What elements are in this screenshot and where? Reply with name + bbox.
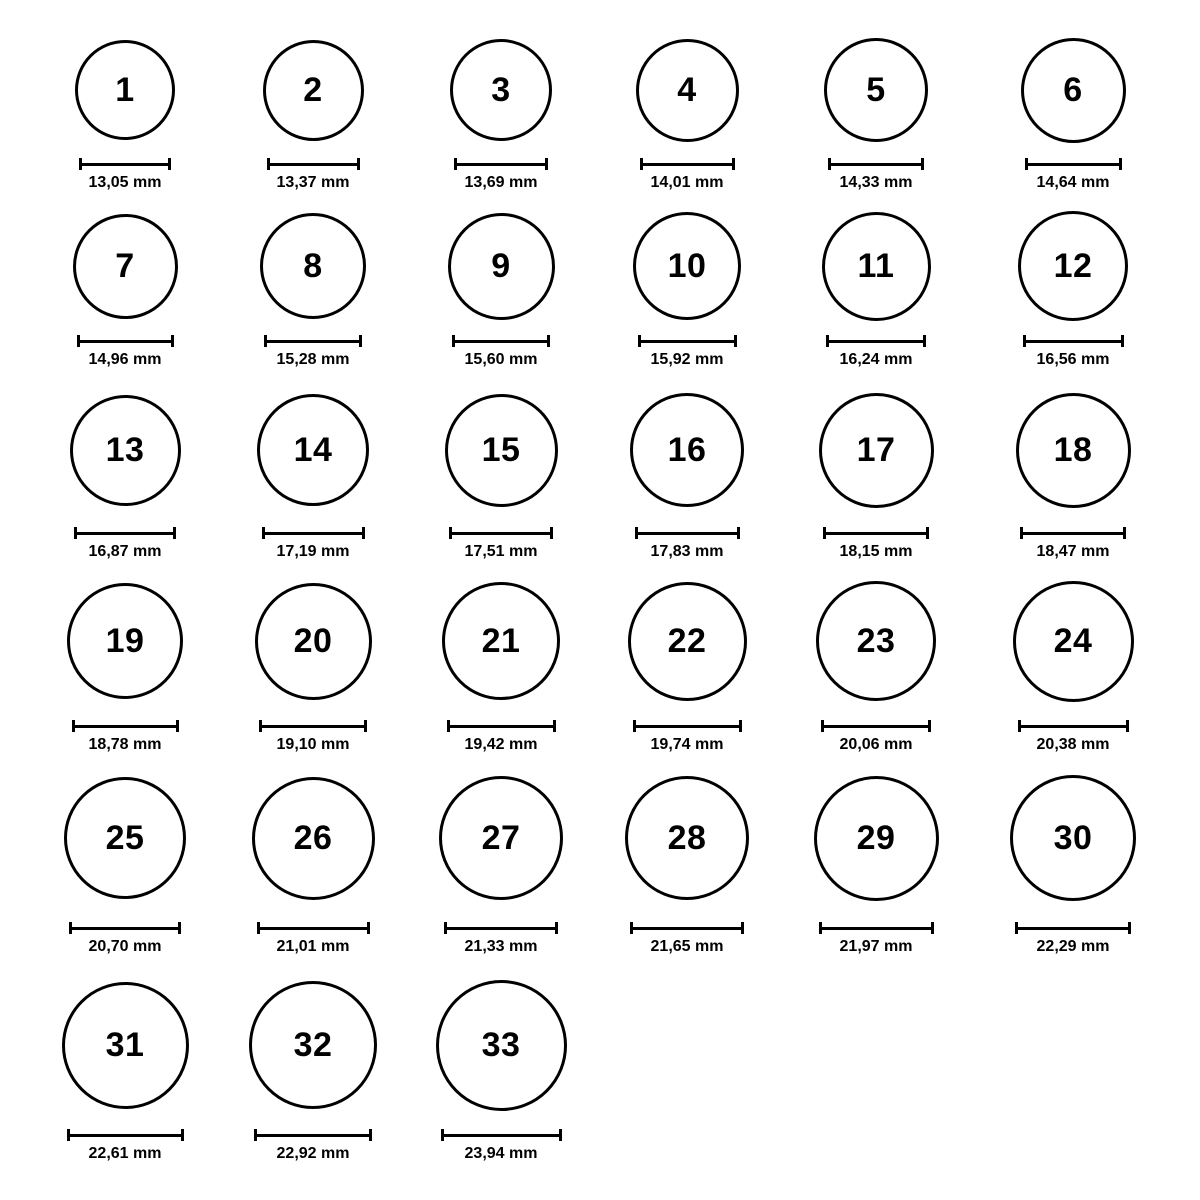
- ring-diameter-label: 21,33 mm: [464, 938, 538, 955]
- ring-measurement: [259, 714, 367, 754]
- ring-measurement: [1015, 916, 1131, 956]
- ring-circle: [75, 40, 175, 140]
- measurement-bar-icon: [828, 158, 924, 170]
- ring-circle: [62, 982, 189, 1109]
- ring-size-number: 14: [293, 431, 333, 469]
- ring-circle: [636, 39, 739, 142]
- ring-diameter-label: 23,94 mm: [464, 1145, 538, 1162]
- ring-diameter-label: 16,24 mm: [839, 351, 913, 368]
- ring-size-number: 26: [293, 819, 333, 857]
- ring-diameter-label: 18,15 mm: [839, 543, 913, 560]
- measurement-bar-icon: [262, 527, 365, 539]
- ring-circle: [814, 776, 939, 901]
- ring-size-item: [819, 393, 934, 508]
- ring-size-number: 18: [1053, 431, 1093, 469]
- ring-measurement: [823, 521, 929, 561]
- ring-diameter-label: 19,10 mm: [276, 736, 350, 753]
- measurement-bar-icon: [444, 922, 558, 934]
- ring-size-number: 22: [667, 622, 707, 660]
- ring-diameter-label: 13,05 mm: [88, 174, 162, 191]
- ring-measurement: [447, 714, 556, 754]
- ring-circle: [1010, 775, 1136, 901]
- ring-size-item: [628, 582, 747, 701]
- ring-measurement: [77, 329, 174, 369]
- ring-size-number: 23: [856, 622, 896, 660]
- measurement-bar-icon: [257, 922, 370, 934]
- ring-size-item: [249, 981, 377, 1109]
- ring-size-item: [75, 40, 175, 140]
- ring-circle: [819, 393, 934, 508]
- ring-measurement: [69, 916, 181, 956]
- ring-size-item: [633, 212, 741, 320]
- ring-circle: [1016, 393, 1131, 508]
- ring-size-number: 7: [115, 247, 135, 285]
- ring-measurement: [257, 916, 370, 956]
- ring-size-item: [70, 395, 181, 506]
- ring-size-item: [1018, 211, 1128, 321]
- ring-size-item: [64, 777, 186, 899]
- ring-circle: [816, 581, 936, 701]
- ring-diameter-label: 21,65 mm: [650, 938, 724, 955]
- ring-size-number: 25: [105, 819, 145, 857]
- ring-measurement: [1020, 521, 1126, 561]
- ring-diameter-label: 13,37 mm: [276, 174, 350, 191]
- ring-measurement: [633, 714, 742, 754]
- ring-circle: [1021, 38, 1126, 143]
- ring-diameter-label: 17,19 mm: [276, 543, 350, 560]
- ring-size-item: [625, 776, 749, 900]
- measurement-bar-icon: [1023, 335, 1124, 347]
- ring-size-item: [67, 583, 183, 699]
- ring-diameter-label: 14,64 mm: [1036, 174, 1110, 191]
- ring-circle: [252, 777, 375, 900]
- ring-diameter-label: 18,47 mm: [1036, 543, 1110, 560]
- ring-size-number: 30: [1053, 819, 1093, 857]
- ring-circle: [1018, 211, 1128, 321]
- ring-diameter-label: 20,38 mm: [1036, 736, 1110, 753]
- ring-size-item: [1016, 393, 1131, 508]
- ring-size-number: 2: [303, 71, 323, 109]
- ring-size-item: [822, 212, 931, 321]
- ring-diameter-label: 14,96 mm: [88, 351, 162, 368]
- measurement-bar-icon: [1015, 922, 1131, 934]
- ring-size-item: [1010, 775, 1136, 901]
- ring-measurement: [826, 329, 926, 369]
- ring-size-item: [252, 777, 375, 900]
- ring-circle: [442, 582, 560, 700]
- measurement-bar-icon: [449, 527, 553, 539]
- ring-diameter-label: 16,56 mm: [1036, 351, 1110, 368]
- ring-size-number: 10: [667, 247, 707, 285]
- ring-diameter-label: 22,29 mm: [1036, 938, 1110, 955]
- ring-diameter-label: 22,92 mm: [276, 1145, 350, 1162]
- measurement-bar-icon: [67, 1129, 184, 1141]
- ring-measurement: [828, 152, 924, 192]
- ring-size-number: 20: [293, 622, 333, 660]
- measurement-bar-icon: [441, 1129, 562, 1141]
- ring-size-number: 1: [115, 71, 135, 109]
- ring-size-item: [436, 980, 567, 1111]
- ring-size-item: [255, 583, 372, 700]
- ring-circle: [439, 776, 563, 900]
- ring-size-number: 21: [481, 622, 521, 660]
- ring-size-number: 29: [856, 819, 896, 857]
- measurement-bar-icon: [77, 335, 174, 347]
- ring-diameter-label: 16,87 mm: [88, 543, 162, 560]
- ring-size-number: 33: [481, 1026, 521, 1064]
- ring-size-item: [442, 582, 560, 700]
- ring-measurement: [267, 152, 360, 192]
- ring-size-number: 31: [105, 1026, 145, 1064]
- ring-size-item: [73, 214, 178, 319]
- measurement-bar-icon: [821, 720, 931, 732]
- ring-size-item: [636, 39, 739, 142]
- ring-measurement: [74, 521, 176, 561]
- ring-measurement: [67, 1123, 184, 1163]
- ring-measurement: [640, 152, 735, 192]
- measurement-bar-icon: [72, 720, 179, 732]
- ring-measurement: [254, 1123, 372, 1163]
- measurement-bar-icon: [640, 158, 735, 170]
- ring-diameter-label: 15,92 mm: [650, 351, 724, 368]
- ring-circle: [73, 214, 178, 319]
- ring-circle: [633, 212, 741, 320]
- ring-circle: [1013, 581, 1134, 702]
- ring-circle: [630, 393, 744, 507]
- ring-size-item: [814, 776, 939, 901]
- ring-size-number: 8: [303, 247, 323, 285]
- ring-diameter-label: 14,01 mm: [650, 174, 724, 191]
- measurement-bar-icon: [1020, 527, 1126, 539]
- ring-measurement: [444, 916, 558, 956]
- ring-circle: [70, 395, 181, 506]
- ring-measurement: [821, 714, 931, 754]
- measurement-bar-icon: [1018, 720, 1129, 732]
- ring-circle: [67, 583, 183, 699]
- ring-size-number: 6: [1063, 71, 1083, 109]
- measurement-bar-icon: [819, 922, 934, 934]
- measurement-bar-icon: [638, 335, 737, 347]
- ring-size-item: [445, 394, 558, 507]
- ring-size-item: [62, 982, 189, 1109]
- ring-measurement: [1025, 152, 1122, 192]
- ring-size-item: [257, 394, 369, 506]
- ring-size-item: [439, 776, 563, 900]
- measurement-bar-icon: [447, 720, 556, 732]
- measurement-bar-icon: [823, 527, 929, 539]
- ring-diameter-label: 17,51 mm: [464, 543, 538, 560]
- ring-size-number: 17: [856, 431, 896, 469]
- ring-size-item: [816, 581, 936, 701]
- ring-diameter-label: 17,83 mm: [650, 543, 724, 560]
- ring-measurement: [630, 916, 744, 956]
- ring-size-number: 16: [667, 431, 707, 469]
- ring-diameter-label: 20,06 mm: [839, 736, 913, 753]
- ring-size-number: 9: [491, 247, 511, 285]
- measurement-bar-icon: [264, 335, 362, 347]
- ring-size-item: [1021, 38, 1126, 143]
- ring-size-number: 19: [105, 622, 145, 660]
- measurement-bar-icon: [454, 158, 548, 170]
- measurement-bar-icon: [1025, 158, 1122, 170]
- ring-measurement: [638, 329, 737, 369]
- ring-diameter-label: 19,42 mm: [464, 736, 538, 753]
- ring-diameter-label: 19,74 mm: [650, 736, 724, 753]
- ring-size-number: 11: [857, 247, 895, 285]
- ring-size-item: [824, 38, 928, 142]
- ring-size-item: [630, 393, 744, 507]
- ring-measurement: [1023, 329, 1124, 369]
- measurement-bar-icon: [635, 527, 740, 539]
- ring-diameter-label: 15,28 mm: [276, 351, 350, 368]
- ring-measurement: [454, 152, 548, 192]
- ring-circle: [824, 38, 928, 142]
- ring-measurement: [441, 1123, 562, 1163]
- ring-measurement: [262, 521, 365, 561]
- ring-circle: [822, 212, 931, 321]
- measurement-bar-icon: [633, 720, 742, 732]
- ring-size-number: 27: [481, 819, 521, 857]
- ring-circle: [625, 776, 749, 900]
- ring-size-number: 12: [1053, 247, 1093, 285]
- ring-size-item: [260, 213, 366, 319]
- ring-size-item: [448, 213, 555, 320]
- ring-size-number: 32: [293, 1026, 333, 1064]
- ring-size-number: 15: [481, 431, 521, 469]
- ring-size-number: 13: [105, 431, 145, 469]
- ring-size-item: [263, 40, 364, 141]
- ring-measurement: [264, 329, 362, 369]
- ring-measurement: [819, 916, 934, 956]
- ring-circle: [263, 40, 364, 141]
- measurement-bar-icon: [630, 922, 744, 934]
- ring-diameter-label: 21,97 mm: [839, 938, 913, 955]
- ring-diameter-label: 15,60 mm: [464, 351, 538, 368]
- measurement-bar-icon: [826, 335, 926, 347]
- ring-measurement: [452, 329, 550, 369]
- ring-circle: [255, 583, 372, 700]
- ring-diameter-label: 22,61 mm: [88, 1145, 162, 1162]
- measurement-bar-icon: [267, 158, 360, 170]
- ring-circle: [249, 981, 377, 1109]
- ring-circle: [257, 394, 369, 506]
- ring-size-number: 28: [667, 819, 707, 857]
- measurement-bar-icon: [452, 335, 550, 347]
- ring-measurement: [79, 152, 171, 192]
- ring-diameter-label: 14,33 mm: [839, 174, 913, 191]
- ring-measurement: [449, 521, 553, 561]
- ring-circle: [260, 213, 366, 319]
- ring-measurement: [1018, 714, 1129, 754]
- ring-diameter-label: 20,70 mm: [88, 938, 162, 955]
- ring-circle: [64, 777, 186, 899]
- ring-size-number: 3: [491, 71, 511, 109]
- ring-size-number: 4: [677, 71, 697, 109]
- ring-circle: [436, 980, 567, 1111]
- measurement-bar-icon: [254, 1129, 372, 1141]
- ring-measurement: [635, 521, 740, 561]
- ring-measurement: [72, 714, 179, 754]
- ring-circle: [445, 394, 558, 507]
- measurement-bar-icon: [79, 158, 171, 170]
- ring-circle: [628, 582, 747, 701]
- ring-size-number: 5: [866, 71, 886, 109]
- measurement-bar-icon: [74, 527, 176, 539]
- ring-diameter-label: 13,69 mm: [464, 174, 538, 191]
- ring-size-item: [1013, 581, 1134, 702]
- measurement-bar-icon: [259, 720, 367, 732]
- measurement-bar-icon: [69, 922, 181, 934]
- ring-circle: [450, 39, 552, 141]
- ring-diameter-label: 21,01 mm: [276, 938, 350, 955]
- ring-circle: [448, 213, 555, 320]
- ring-diameter-label: 18,78 mm: [88, 736, 162, 753]
- ring-size-number: 24: [1053, 622, 1093, 660]
- ring-size-item: [450, 39, 552, 141]
